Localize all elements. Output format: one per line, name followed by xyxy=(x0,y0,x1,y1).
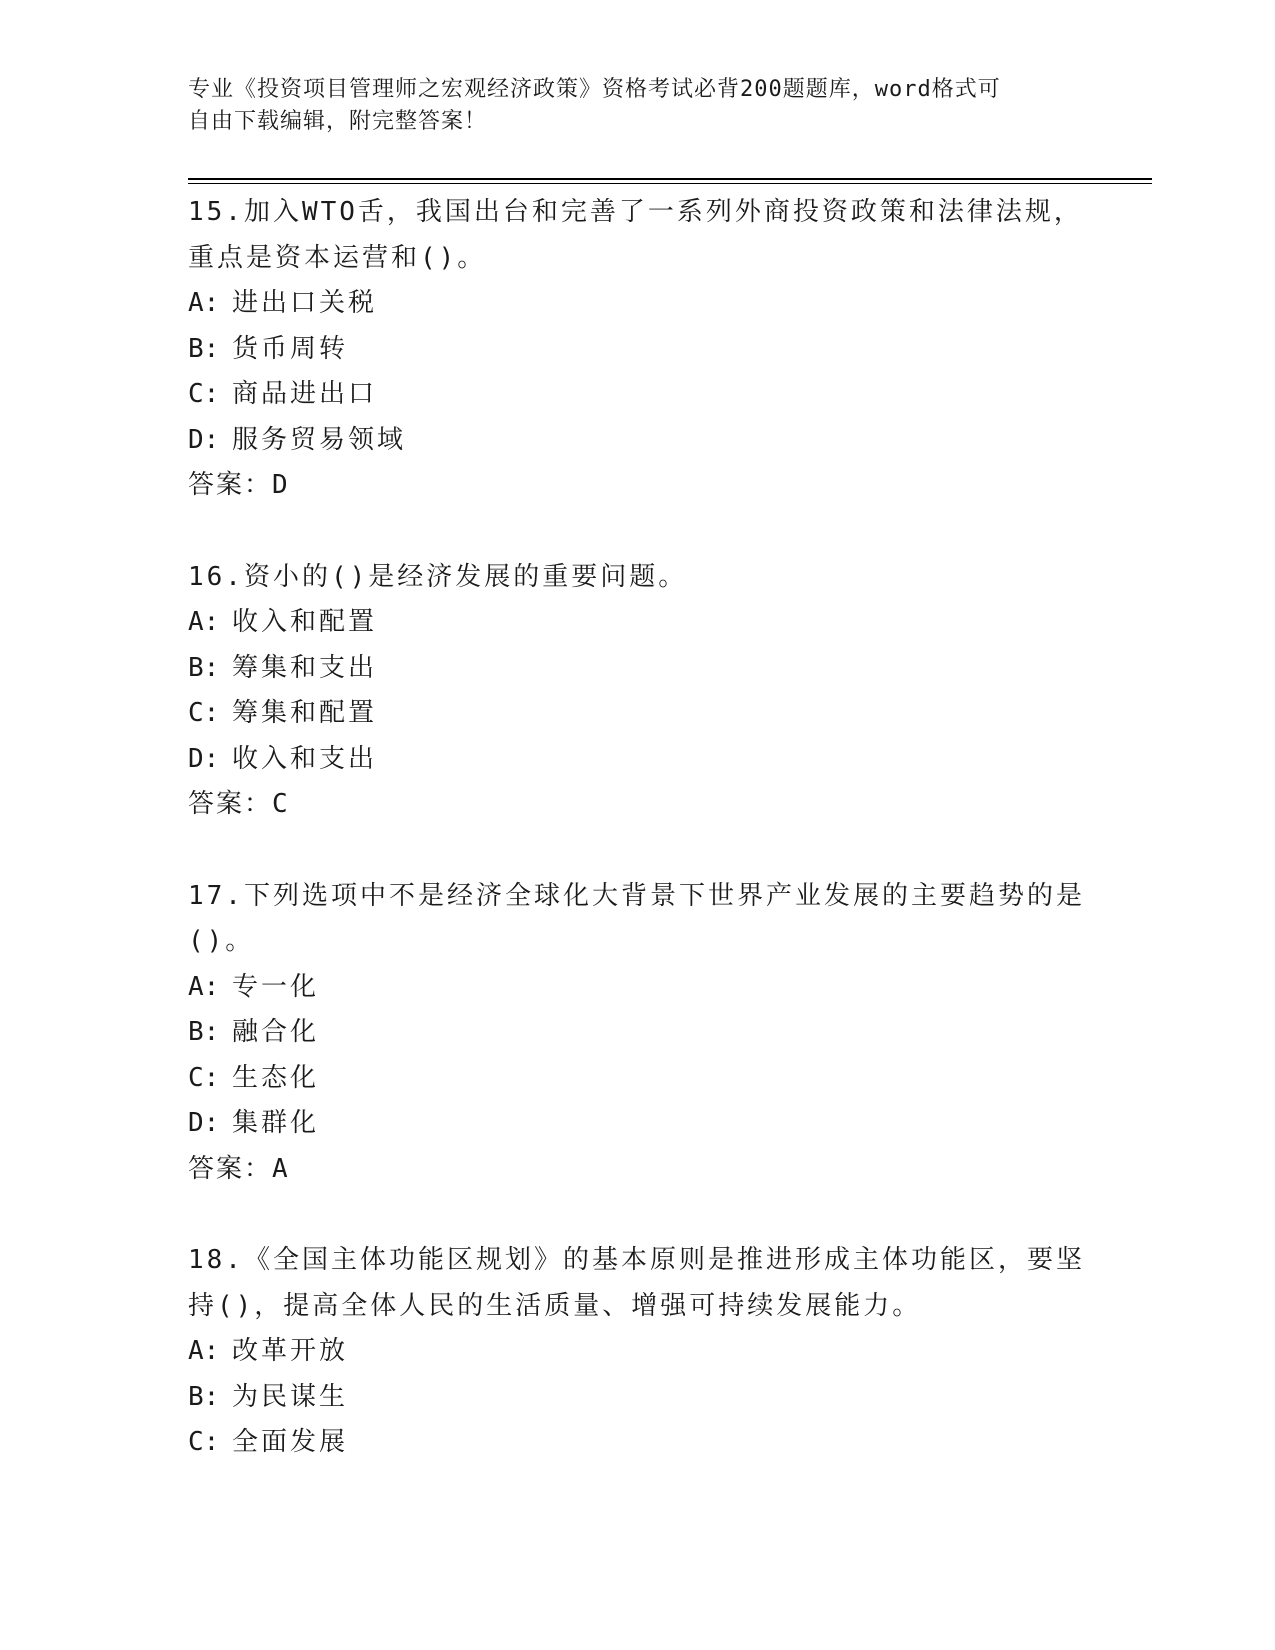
header-divider-thick xyxy=(188,178,1152,180)
header-divider-thin xyxy=(188,183,1152,184)
option-text: 服务贸易领域 xyxy=(232,424,407,455)
option-text: 货币周转 xyxy=(232,333,349,364)
header-line-2: 自由下载编辑，附完整答案！ xyxy=(188,109,488,134)
option-text: 商品进出口 xyxy=(232,379,378,409)
question-17 xyxy=(188,874,1088,1193)
option-text: 融合化 xyxy=(232,1017,320,1047)
option-b xyxy=(188,1375,1088,1421)
option-letter: A: xyxy=(188,288,220,318)
option-d xyxy=(188,1101,1088,1147)
option-text: 生态化 xyxy=(232,1062,320,1093)
option-text: 改革开放 xyxy=(232,1336,349,1366)
option-letter: A: xyxy=(188,971,220,1002)
option-a xyxy=(188,281,1088,327)
answer-value: D xyxy=(272,470,288,500)
option-b xyxy=(188,646,1088,692)
option-c xyxy=(188,1420,1088,1466)
option-c xyxy=(188,372,1088,418)
document-header xyxy=(188,74,1068,138)
question-text-line: 15.加入WTO舌，我国出台和完善了一系列外商投资政策和法律法规， xyxy=(188,197,1083,227)
option-text: 筹集和配置 xyxy=(232,698,378,728)
option-letter: D: xyxy=(188,424,220,455)
answer-label: 答案： xyxy=(188,470,273,500)
question-text-line: 16.资小的()是经济发展的重要问题。 xyxy=(188,561,688,592)
question-text-line: 17.下列选项中不是经济全球化大背景下世界产业发展的主要趋势的是 xyxy=(188,880,1085,911)
answer-line xyxy=(188,782,1088,828)
option-letter: C: xyxy=(188,698,220,728)
question-text-line: 18.《全国主体功能区规划》的基本原则是推进形成主体功能区，要坚 xyxy=(188,1245,1085,1275)
option-letter: C: xyxy=(188,1062,220,1093)
question-list xyxy=(188,190,1088,1512)
answer-line xyxy=(188,463,1088,509)
question-text-line: 持()，提高全体人民的生活质量、增强可持续发展能力。 xyxy=(188,1290,922,1321)
option-a xyxy=(188,600,1088,646)
option-c xyxy=(188,691,1088,737)
question-16 xyxy=(188,555,1088,828)
option-text: 收入和支出 xyxy=(232,743,378,774)
question-18 xyxy=(188,1238,1088,1466)
option-text: 收入和配置 xyxy=(232,607,378,637)
option-letter: C: xyxy=(188,379,220,409)
answer-label: 答案： xyxy=(188,1153,273,1184)
answer-line xyxy=(188,1147,1088,1193)
option-letter: B: xyxy=(188,333,220,364)
option-letter: A: xyxy=(188,1336,220,1366)
answer-value: C xyxy=(272,789,288,819)
option-text: 全面发展 xyxy=(232,1427,349,1457)
option-letter: D: xyxy=(188,743,220,774)
option-text: 筹集和支出 xyxy=(232,652,378,683)
answer-label: 答案： xyxy=(188,789,273,819)
option-text: 进出口关税 xyxy=(232,288,378,318)
option-a xyxy=(188,1329,1088,1375)
question-15 xyxy=(188,190,1088,509)
question-text-line: 重点是资本运营和()。 xyxy=(188,242,487,273)
option-d xyxy=(188,418,1088,464)
answer-value: A xyxy=(272,1153,288,1184)
option-letter: A: xyxy=(188,607,220,637)
option-b xyxy=(188,1010,1088,1056)
option-letter: B: xyxy=(188,1017,220,1047)
option-letter: B: xyxy=(188,1381,220,1412)
option-letter: C: xyxy=(188,1427,220,1457)
option-b xyxy=(188,327,1088,373)
header-line-1: 专业《投资项目管理师之宏观经济政策》资格考试必背200题题库，word格式可 xyxy=(188,77,1001,102)
option-c xyxy=(188,1056,1088,1102)
question-text-line: ()。 xyxy=(188,926,255,956)
option-letter: B: xyxy=(188,652,220,683)
option-a xyxy=(188,965,1088,1011)
option-text: 专一化 xyxy=(232,971,320,1002)
option-text: 集群化 xyxy=(232,1108,320,1138)
option-letter: D: xyxy=(188,1108,220,1138)
option-text: 为民谋生 xyxy=(232,1381,349,1412)
option-d xyxy=(188,737,1088,783)
